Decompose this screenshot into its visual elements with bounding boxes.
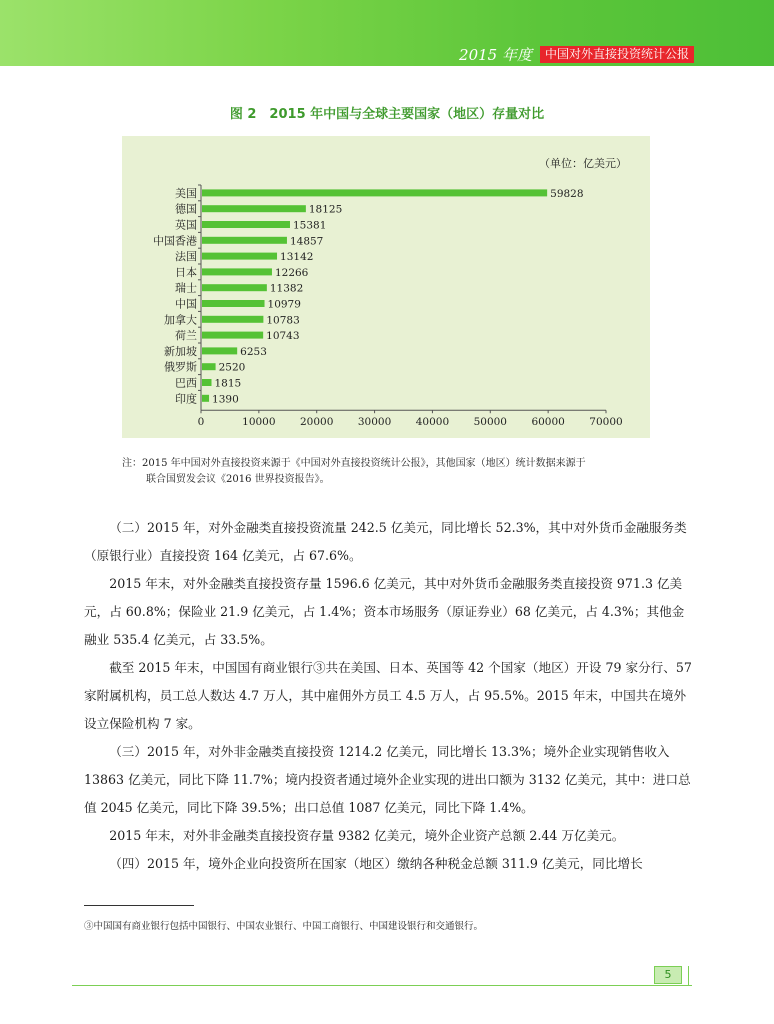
note-line-2: 联合国贸发会议《2016 世界投资报告》。 (146, 474, 330, 485)
header-rule (0, 66, 774, 68)
data-label: 10783 (266, 314, 300, 327)
data-label: 10979 (267, 298, 301, 311)
figure-title: 图 2 2015 年中国与全球主要国家（地区）存量对比 (229, 107, 545, 122)
data-label: 12266 (274, 266, 309, 279)
page-number: 5 (654, 966, 682, 984)
bar (202, 363, 216, 370)
bar (202, 300, 265, 307)
data-label: 1815 (214, 377, 242, 390)
category-label: 荷兰 (175, 329, 197, 343)
data-label: 13142 (280, 251, 314, 264)
category-label: 瑞士 (175, 281, 197, 295)
x-tick-label: 20000 (300, 416, 334, 429)
data-label: 1390 (212, 393, 239, 406)
category-label: 法国 (175, 250, 197, 264)
x-tick-label: 0 (197, 416, 205, 429)
paragraph-6: （四）2015 年，境外企业向投资所在国家（地区）缴纳各种税金总额 311.9 亿美元，同比增长 (109, 856, 643, 871)
data-label: 15381 (292, 219, 327, 232)
x-tick-label: 70000 (589, 416, 623, 429)
bottom-rule-tick (688, 966, 689, 986)
bar (202, 268, 272, 275)
bar-chart (122, 136, 650, 438)
paragraph-4: （三）2015 年，对外非金融类直接投资 1214.2 亿美元，同比增长 13.3%；境外企业实现销售收入 13863 亿美元，同比下降 11.7%；境内投资者通过境外企业实现的进出口额为 3132 亿美元，其中：进口总值 2045 亿美元，同比下降 39.5%；出口总值 1087 亿美元，同比下降 1.4%。 (84, 744, 691, 815)
bar (202, 332, 263, 339)
x-tick-label: 40000 (415, 416, 450, 429)
note-line-1: 注：2015 年中国对外直接投资来源于《中国对外直接投资统计公报》，其他国家（地区）统计数据来源于 (122, 458, 586, 469)
header-title (459, 44, 694, 65)
data-label: 11382 (269, 282, 304, 295)
data-label: 10743 (266, 330, 300, 343)
chart-unit-label: （单位：亿美元） (539, 157, 627, 170)
category-label: 英国 (175, 218, 197, 232)
header-publication: 中国对外直接投资统计公报 (540, 46, 694, 63)
data-label: 59828 (550, 187, 584, 200)
category-label: 美国 (175, 186, 197, 200)
paragraph-1: （二）2015 年，对外金融类直接投资流量 242.5 亿美元，同比增长 52.3%，其中对外货币金融服务类（原银行业）直接投资 164 亿美元，占 67.6%。 (84, 520, 687, 563)
bar (202, 221, 290, 228)
x-tick-label: 60000 (531, 416, 565, 429)
chart-panel (122, 136, 650, 438)
bar (202, 205, 306, 212)
category-label: 印度 (175, 392, 197, 406)
category-label: 新加坡 (164, 344, 197, 358)
category-label: 巴西 (175, 376, 197, 390)
bar (202, 395, 209, 402)
category-label: 德国 (175, 202, 197, 216)
paragraph-5: 2015 年末，对外非金融类直接投资存量 9382 亿美元，境外企业资产总额 2.44 万亿美元。 (109, 828, 625, 843)
x-tick-label: 50000 (473, 416, 507, 429)
bar (202, 253, 277, 260)
data-label: 18125 (308, 203, 343, 216)
bar (202, 189, 547, 196)
x-tick-label: 10000 (242, 416, 276, 429)
bar (202, 284, 267, 291)
category-label: 中国 (175, 297, 197, 311)
header-year: 2015 年度 (459, 46, 532, 64)
bar (202, 316, 263, 323)
category-label: 俄罗斯 (164, 360, 197, 374)
bar (202, 379, 212, 386)
x-tick-label: 30000 (357, 416, 392, 429)
footnote-rule (84, 905, 194, 906)
paragraph-3: 截至 2015 年末，中国国有商业银行③共在美国、日本、英国等 42 个国家（地区）开设 79 家分行、57 家附属机构，员工总人数达 4.7 万人，其中雇佣外方员工 4.5 万人，占 95.5%。2015 年末，中国共在境外设立保险机构 7 家。 (84, 660, 692, 731)
data-label: 14857 (289, 235, 324, 248)
figure-note (122, 456, 662, 488)
bottom-rule (72, 985, 692, 986)
bar (202, 347, 237, 354)
footnote: ③中国国有商业银行包括中国银行、中国农业银行、中国工商银行、中国建设银行和交通银行。 (84, 921, 484, 932)
data-label: 2520 (218, 361, 246, 374)
data-label: 6253 (240, 345, 267, 358)
category-label: 日本 (175, 265, 197, 279)
paragraph-2: 2015 年末，对外金融类直接投资存量 1596.6 亿美元，其中对外货币金融服务类直接投资 971.3 亿美元，占 60.8%；保险业 21.9 亿美元，占 1.4%；资本市场服务（原证券业）68 亿美元，占 4.3%；其他金融业 535.4 亿美元，占 33.5%。 (84, 576, 685, 647)
bar (202, 237, 287, 244)
category-label: 加拿大 (164, 313, 197, 327)
category-label: 中国香港 (153, 234, 197, 248)
